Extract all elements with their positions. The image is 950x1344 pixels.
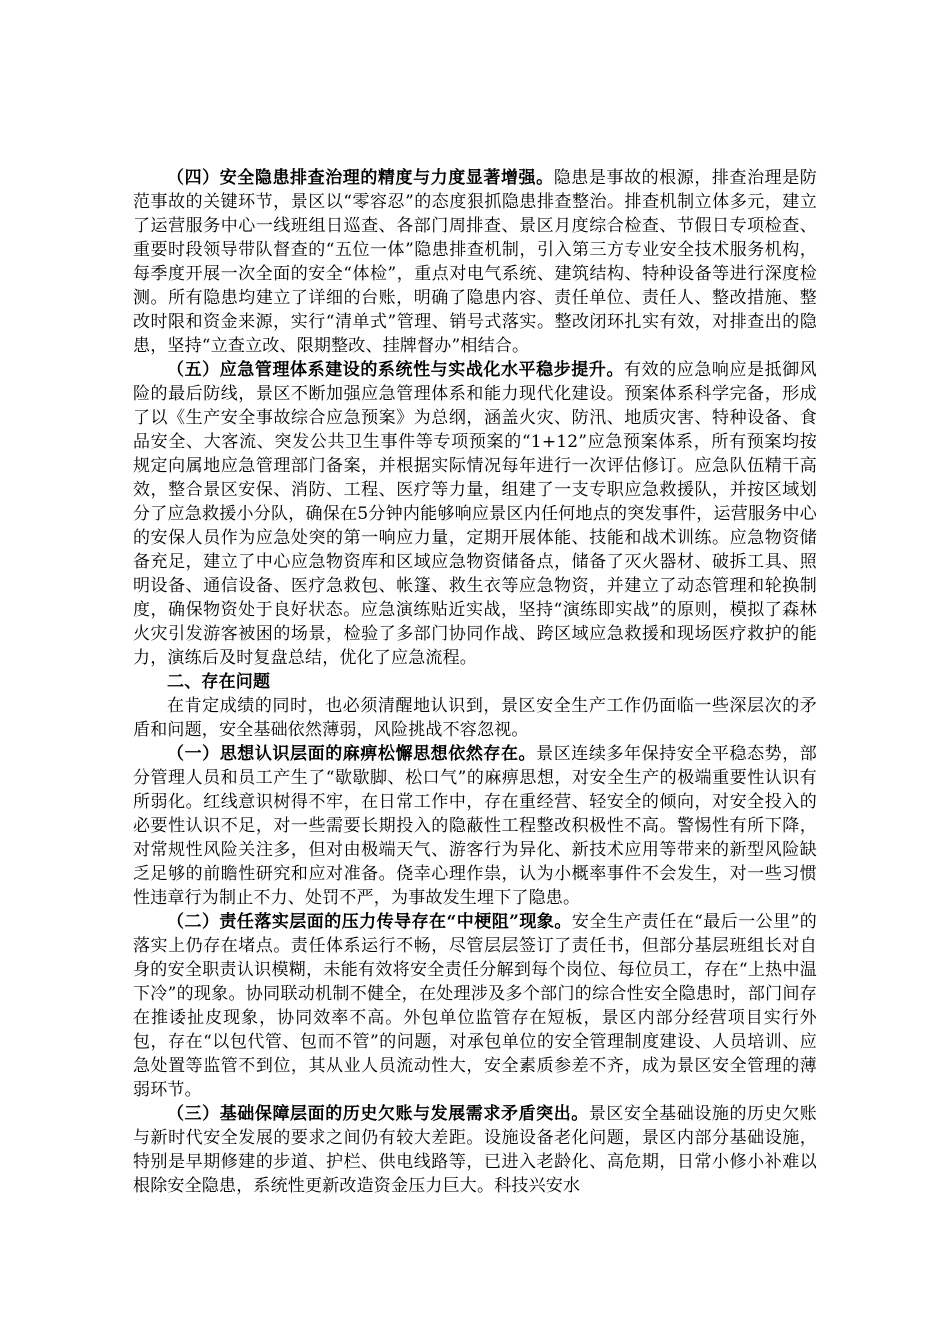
paragraph-body: 有效的应急响应是抵御风险的最后防线，景区不断加强应急管理体系和能力现代化建设。预案体系科学完备，形成了以《生产安全事故综合应急预案》为总纲，涵盖火灾、防汛、地质灾害、特种设备、食品安全、大客流、突发公共卫生事件等专项预案的“1+12”应急预案体系，所有预案均按规定向属地应急管理部门备案，并根据实际情况每年进行一次评估修订。应急队伍精干高效，整合景区安保、消防、工程、医疗等力量，组建了一支专职应急救援队，并按区域划分了应急救援小分队，确保在5分钟内能够响应景区内任何地点的突发事件，运营服务中心的安保人员作为应急处突的第一响应力量，定期开展体能、技能和战术训练。应急物资储备充足，建立了中心应急物资库和区域应急物资储备点，储备了灭火器材、破拆工具、照明设备、通信设备、医疗急救包、帐篷、救生衣等应急物资，并建立了动态管理和轮换制度，确保物资处于良好状态。应急演练贴近实战，坚持“演练即实战”的原则，模拟了森林火灾引发游客被困的场景，检验了多部门协同作战、跨区域应急救援和现场医疗救护的能力，演练后及时复盘总结，优化了应急流程。	[133, 360, 818, 668]
paragraph-lead: （五）应急管理体系建设的系统性与实战化水平稳步提升。	[167, 360, 625, 380]
paragraph-responsibility	[133, 910, 817, 1102]
paragraph-ideological-awareness	[133, 742, 817, 910]
paragraph-lead: （一）思想认识层面的麻痹松懈思想依然存在。	[167, 744, 537, 764]
paragraph-lead: （二）责任落实层面的压力传导存在“中梗阻”现象。	[167, 912, 572, 932]
paragraph-body: 景区连续多年保持安全平稳态势，部分管理人员和员工产生了“歇歇脚、松口气”的麻痹思想，对安全生产的极端重要性认识有所弱化。红线意识树得不牢，在日常工作中，存在重经营、轻安全的倾向，对安全投入的必要性认识不足，对一些需要长期投入的隐蔽性工程整改积极性不高。警惕性有所下降，对常规性风险关注多，但对由极端天气、游客行为异化、新技术应用等带来的新型风险缺乏足够的前瞻性研究和应对准备。侥幸心理作祟，认为小概率事件不会发生，对一些习惯性违章行为制止不力、处罚不严，为事故发生埋下了隐患。	[133, 744, 818, 908]
paragraph-body: 在肯定成绩的同时，也必须清醒地认识到，景区安全生产工作仍面临一些深层次的矛盾和问题，安全基础依然薄弱，风险挑战不容忽视。	[133, 696, 817, 740]
document-page	[133, 166, 817, 1198]
paragraph-hazard-inspection	[133, 166, 817, 358]
paragraph-lead: （三）基础保障层面的历史欠账与发展需求矛盾突出。	[167, 1104, 589, 1124]
paragraph-body: 景区安全基础设施的历史欠账与新时代安全发展的要求之间仍有较大差距。设施设备老化问题，景区内部分基础设施，特别是早期修建的步道、护栏、供电线路等，已进入老龄化、高危期，日常小修小补难以根除安全隐患，系统性更新改造资金压力巨大。科技兴安水	[133, 1104, 817, 1196]
paragraph-body: 安全生产责任在“最后一公里”的落实上仍存在堵点。责任体系运行不畅，尽管层层签订了责任书，但部分基层班组长对自身的安全职责认识模糊，未能有效将安全责任分解到每个岗位、每位员工，存在“上热中温下冷”的现象。协同联动机制不健全，在处理涉及多个部门的综合性安全隐患时，部门间存在推诿扯皮现象，协同效率不高。外包单位监管存在短板，景区内部分经营项目实行外包，存在“以包代管、包而不管”的问题，对承包单位的安全管理制度建设、人员培训、应急处置等监管不到位，其从业人员流动性大，安全素质参差不齐，成为景区安全管理的薄弱环节。	[133, 912, 818, 1100]
paragraph-lead: （四）安全隐患排查治理的精度与力度显著增强。	[167, 168, 554, 188]
paragraph-problems-intro	[133, 694, 817, 742]
paragraph-emergency-management	[133, 358, 817, 670]
paragraph-infrastructure	[133, 1102, 817, 1198]
paragraph-body: 隐患是事故的根源，排查治理是防范事故的关键环节，景区以“零容忍”的态度狠抓隐患排查整治。排查机制立体多元，建立了运营服务中心一线班组日巡查、各部门周排查、景区月度综合检查、节假日专项检查、重要时段领导带队督查的“五位一体”隐患排查机制，引入第三方专业安全技术服务机构，每季度开展一次全面的安全“体检”，重点对电气系统、建筑结构、特种设备等进行深度检测。所有隐患均建立了详细的台账，明确了隐患内容、责任单位、责任人、整改措施、整改时限和资金来源，实行“清单式”管理、销号式落实。整改闭环扎实有效，对排查出的隐患，坚持“立查立改、限期整改、挂牌督办”相结合。	[133, 168, 818, 356]
section-heading-problems: 二、存在问题	[167, 672, 271, 692]
